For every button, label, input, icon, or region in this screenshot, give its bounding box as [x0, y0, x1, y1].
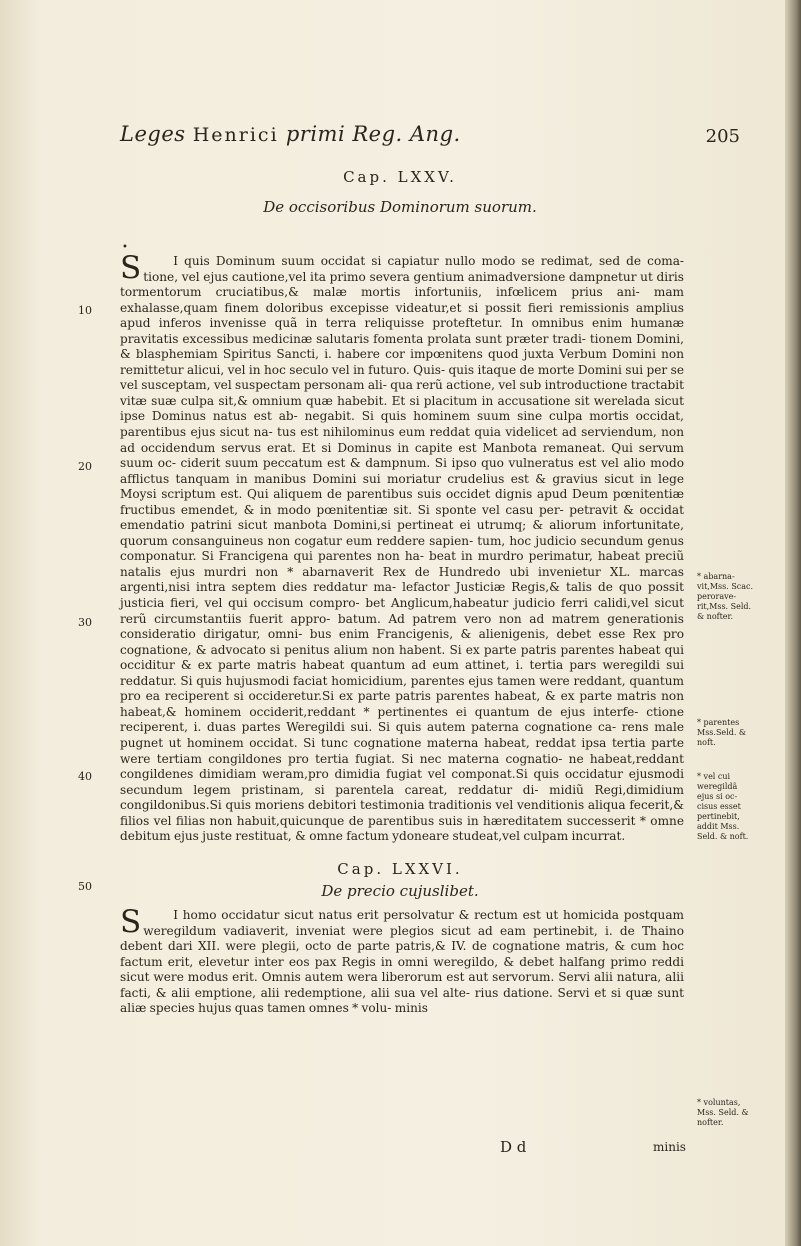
chapter-76-dropcap: S: [120, 904, 142, 940]
chapter-76-text: I homo occidatur sicut natus erit persolvatur & rectum est ut homicida postquam weregildum vadiaverit, inveniat were plegios sicut ad eam pertinebit, i. de Thaino debent dari XII. were plegii, octo de parte patris,& IV. de cognatione matris, & cum hoc factum erit, elevetur inter eos pax Regis in omni weregildo, & debet halfang primo reddi sicut were modus erit. Omnis autem wera liberorum est aut servorum. Servi alii natura, alii facti, & alii emptione, alii redemptione, alii sua vel alte- rius datione. Servi et si quæ sunt aliæ species hujus quas tamen omnes * volu- minis: [120, 908, 684, 1016]
chapter-75-text: I quis Dominum suum occidat si capiatur nullo modo se redimat, sed de coma- tione, vel ejus cautione,vel ita primo severa gentium animadversione dampnetur ut diris tormentorum cruciatibus,& malæ mortis infortuniis, infœlicem prius ani- mam exhalasse,quam finem doloribus excepisse videatur,et si possit fieri remissionis amplius apud inferos invenisse quã in terra reliquisse proteftetur. In omnibus enim humanæ pravitatis excessibus medicinæ salutaris fomenta prolata sunt præter tradi- tionem Domini, & blasphemiam Spiritus Sancti, i. habere cor impœnitens quod juxta Verbum Domini non remittetur alicui, vel in hoc seculo vel in futuro. Quis- quis itaque de morte Domini sui per se vel susceptam, vel suspectam personam ali- qua rerũ actione, vel sub introductione tractabit vitæ suæ culpa sit,& omnium quæ habebit. Et si placitum in accusatione sit werelada sicut ipse Dominus natus est ab- negabit. Si quis hominem suum sine culpa mortis occidat, parentibus ejus sicut na- tus est nihilominus eum reddat quia videlicet ad serviendum, non ad occidendum servus erat. Et si Dominus in capite est Manbota remaneat. Qui servum suum oc- ciderit suum peccatum est & dampnum. Si ipso quo vulneratus est vel alio modo afflictus tanquam in manibus Domini sui moriatur crudelius est & gravius sicut in lege Moysi scriptum est. Qui aliquem de parentibus suis occidet dignis apud Deum pœnitentiæ fructibus emendet, & in modo pœnitentiæ sit. Si sponte vel casu per- petravit & occidat emendatio patrini sicut manbota Domini,si pertineat ei utrumq; & aliorum infortunitate, quorum consanguineus non cogatur eum reddere sapien- tum, hoc judicio secundum genus componatur. Si Francigena qui parentes non ha- beat in murdro perimatur, habeat preciũ natalis ejus murdri non * abarnaverit Rex de Hundredo ubi invenietur XL. marcas argenti,nisi intra septem dies reddatur ma- lefactor Justiciæ Regis,& talis de quo possit justicia fieri, vel qui occisum compro- bet Anglicum,habeatur judicio ferri calidi,vel sicut rerũ circumstantiis fuerit appro- batum. Ad patrem vero non ad matrem generationis consideratio dirigatur, omni- bus enim Francigenis, & alienigenis, debet esse Rex pro cognatione, & advocato si penitus alium non habent. Si ex parte patris parentes habeat qui occiditur & ex parte matris habeat quantum ad eum attinet, i. tertia pars weregildi sui reddatur. Si quis hujusmodi faciat homicidium, parentes ejus tamen were reddant, quantum pro ea reciperent si occideretur.Si ex parte patris parentes habeat, & ex parte matris non habeat,& hominem occiderit,reddant * pertinentes ei quantum de ejus interfe- ctione reciperent, i. duas partes Weregildi sui. Si quis autem paterna cognatione ca- rens male pugnet ut hominem occidat. Si tunc cognatione materna habeat, reddat ipsa tertia parte were tertiam congildones pro tertia fugiat. Si nec materna cognatio- ne habeat,reddant congildenes dimidiam weram,pro dimidia fugiat vel componat.Si quis occidatur ejusmodi secundum legem pristinam, si parentela careat, reddatur di- midiũ Regi,dimidium congildonibus.Si quis moriens debitori testimonia traditionis vel venditionis aliqua fecerit,& filios vel filias non habuit,quicunque de parentibus suis in hæreditatem successerit * omne debitum ejus juste restituat, & omne factum ydoneare studeat,vel culpam incurrat.: [120, 254, 684, 844]
line-number: 50: [78, 880, 92, 893]
page-number: 205: [705, 126, 740, 147]
running-head: [120, 122, 461, 146]
chapter-75-heading: Cap. LXXV.: [343, 168, 457, 186]
line-number: 30: [78, 616, 92, 629]
chapter-76-paragraph: [120, 904, 684, 1017]
running-head-name: Henrici: [192, 124, 279, 146]
chapter-75-title: De occisoribus Dominorum suorum.: [263, 198, 537, 216]
margin-note: * abarna- vit,Mss. Scac. perorave- rit,Mss. Seld. & nofter.: [697, 572, 754, 621]
signature-mark: D d: [500, 1138, 527, 1156]
margin-note: * vel cui weregildã ejus si oc- cisus esset pertinebit, addit Mss. Seld. & noft.: [697, 772, 749, 841]
line-number: 20: [78, 460, 92, 473]
chapter-76-heading: Cap. LXXVI.: [337, 860, 463, 878]
chapter-76-title: De precio cujuslibet.: [321, 882, 479, 900]
running-head-prefix: Leges: [120, 122, 186, 146]
ornament-dot: •: [122, 242, 128, 253]
margin-note: * voluntas, Mss. Seld. & nofter.: [697, 1098, 749, 1127]
line-number: 10: [78, 304, 92, 317]
page-edge-shadow: [785, 0, 801, 1246]
page-header: [120, 122, 740, 150]
running-head-suffix: primi Reg. Ang.: [285, 122, 461, 146]
line-number: 40: [78, 770, 92, 783]
chapter-75-paragraph: [120, 250, 684, 845]
chapter-75-dropcap: S: [120, 250, 142, 286]
margin-note: * parentes Mss.Seld. & noft.: [697, 718, 747, 747]
catchword: minis: [653, 1140, 686, 1154]
